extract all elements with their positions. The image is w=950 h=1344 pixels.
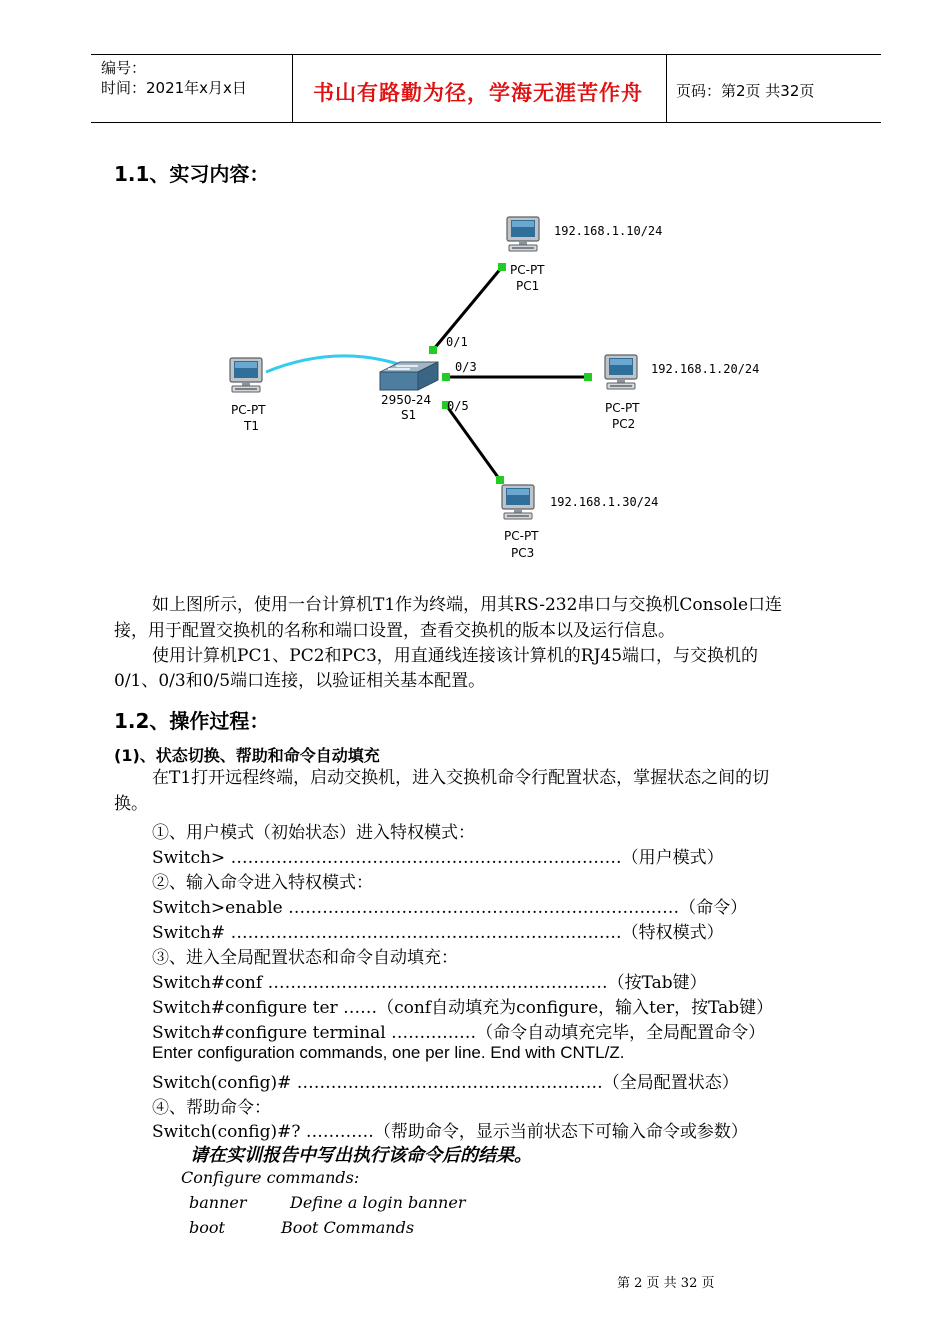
port-label: 0/3 <box>455 360 477 374</box>
paragraph-line: 接，用于配置交换机的名称和端口设置，查看交换机的版本以及运行信息。 <box>114 621 675 641</box>
command-line: Switch> ……………………………………………………………（用户模式） <box>152 848 724 868</box>
network-topology-diagram <box>200 200 780 570</box>
port-indicator <box>496 476 504 484</box>
subsection-title: (1)、状态切换、帮助和命令自动填充 <box>114 746 380 765</box>
result-command: banner <box>189 1193 247 1212</box>
report-note: 请在实训报告中写出执行该命令后的结果。 <box>190 1145 532 1166</box>
command-line: Switch(config)#? …………（帮助命令，显示当前状态下可输入命令或参数） <box>152 1122 748 1142</box>
device-type-label: PC-PT <box>510 263 545 277</box>
step-line: ④、帮助命令： <box>152 1098 271 1118</box>
device-name-label: PC2 <box>612 417 636 431</box>
page-footer: 第 2 页 共 32 页 <box>617 1276 715 1291</box>
step-line: ③、进入全局配置状态和命令自动填充： <box>152 948 458 968</box>
port-indicator <box>442 373 450 381</box>
command-line: Switch(config)# ………………………………………………（全局配置状态） <box>152 1073 739 1093</box>
command-line: Switch#configure terminal ……………（命令自动填充完毕，全局配置命令） <box>152 1023 766 1043</box>
device-name-label: PC3 <box>511 546 535 560</box>
device-name-label: T1 <box>244 419 259 433</box>
port-indicator <box>498 263 506 271</box>
switch-model-label: 2950-24 <box>381 393 432 407</box>
header-page-info: 页码：第2页 共32页 <box>676 82 815 100</box>
section-title: 1.2、操作过程： <box>114 709 270 733</box>
ip-address-label: 192.168.1.10/24 <box>554 224 663 238</box>
header-motto: 书山有路勤为径，学海无涯苦作舟 <box>313 80 643 105</box>
paragraph-line: 在T1打开远程终端，启动交换机，进入交换机命令行配置状态，掌握状态之间的切 <box>152 768 770 788</box>
device-name-label: PC1 <box>516 279 540 293</box>
result-command: boot <box>189 1218 225 1237</box>
pc-icon <box>502 485 534 519</box>
header-divider <box>666 55 667 122</box>
step-line: ②、输入命令进入特权模式： <box>152 873 373 893</box>
step-line: ①、用户模式（初始状态）进入特权模式： <box>152 823 475 843</box>
result-description: Define a login banner <box>290 1193 466 1212</box>
port-label: 0/5 <box>447 399 469 413</box>
port-indicator <box>429 346 437 354</box>
section-title: 1.1、实习内容： <box>114 162 270 186</box>
ip-address-label: 192.168.1.30/24 <box>550 495 659 509</box>
header-divider <box>292 55 293 122</box>
doc-number-label: 编号： <box>101 59 147 77</box>
ip-address-label: 192.168.1.20/24 <box>651 362 760 376</box>
command-line: Switch#configure ter ……（conf自动填充为configure，输入ter，按Tab键） <box>152 998 774 1018</box>
command-line: Switch>enable ……………………………………………………………（命令） <box>152 898 748 918</box>
link-s1-pc3 <box>446 405 500 480</box>
port-label: 0/1 <box>446 335 468 349</box>
command-line: Switch#conf ……………………………………………………（按Tab键） <box>152 973 707 993</box>
switch-name-label: S1 <box>401 408 417 422</box>
command-output-line: Enter configuration commands, one per line. End with CNTL/Z. <box>152 1043 625 1062</box>
doc-time-label: 时间：2021年x月x日 <box>101 79 247 97</box>
device-type-label: PC-PT <box>504 529 539 543</box>
header-bottom-rule <box>91 122 881 123</box>
pc-icon <box>230 358 262 392</box>
command-line: Switch# ……………………………………………………………（特权模式） <box>152 923 724 943</box>
result-heading: Configure commands: <box>181 1168 360 1187</box>
port-indicator <box>584 373 592 381</box>
pc-icon <box>605 355 637 389</box>
switch-icon <box>380 362 438 390</box>
paragraph-line: 使用计算机PC1、PC2和PC3，用直通线连接该计算机的RJ45端口，与交换机的 <box>152 646 759 666</box>
paragraph-line: 0/1、0/3和0/5端口连接，以验证相关基本配置。 <box>114 671 486 691</box>
device-type-label: PC-PT <box>231 403 266 417</box>
header-top-rule <box>91 54 881 55</box>
device-type-label: PC-PT <box>605 401 640 415</box>
pc-icon <box>507 217 539 251</box>
paragraph-line: 如上图所示，使用一台计算机T1作为终端，用其RS-232串口与交换机Console口连 <box>152 595 783 615</box>
paragraph-line: 换。 <box>114 794 148 814</box>
result-description: Boot Commands <box>281 1218 415 1237</box>
